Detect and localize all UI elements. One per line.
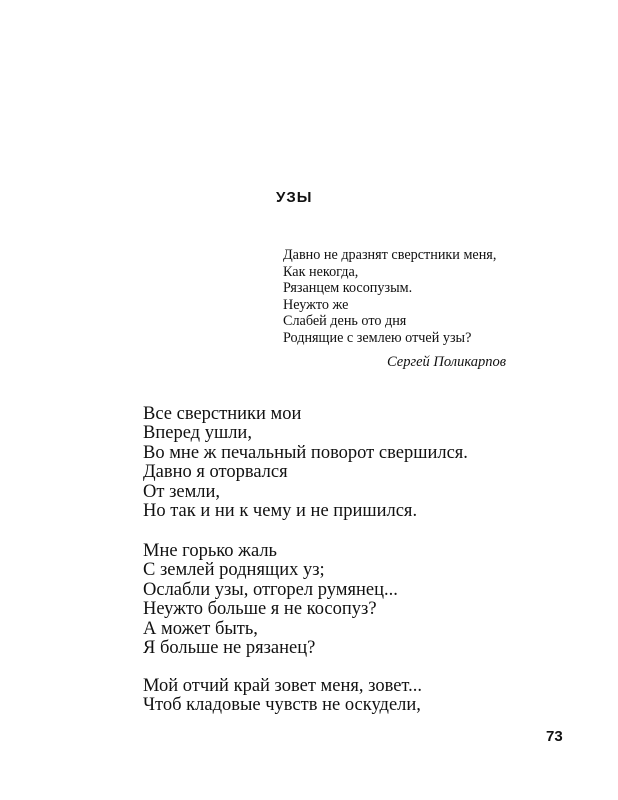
- verse-line: Я больше не рязанец?: [143, 638, 316, 659]
- stanza-1: [143, 405, 468, 521]
- verse-line: Мой отчий край зовет меня, зовет...: [143, 676, 422, 696]
- epigraph-line: Рязанцем косопузым.: [283, 280, 413, 296]
- stanza-3: [143, 677, 422, 716]
- verse-line: Неужто больше я не косопуз?: [143, 599, 377, 620]
- verse-line: Но так и ни к чему и не пришился.: [143, 501, 418, 522]
- page-number: 73: [546, 728, 563, 745]
- verse-line: От земли,: [143, 481, 221, 502]
- epigraph-line: Слабей день ото дня: [283, 313, 407, 329]
- epigraph-author: Сергей Поликарпов: [387, 354, 507, 370]
- verse-line: Мне горько жаль: [143, 541, 277, 561]
- verse-line: Все сверстники мои: [143, 404, 302, 424]
- epigraph-line: Неужто же: [283, 296, 349, 313]
- verse-line: Чтоб кладовые чувств не оскудели,: [143, 695, 421, 716]
- verse-line: А может быть,: [143, 618, 258, 639]
- verse-line: Давно я оторвался: [143, 462, 288, 483]
- epigraph-line: Роднящие с землею отчей узы?: [283, 329, 472, 346]
- epigraph-line: Давно не дразнят сверстники меня,: [283, 247, 497, 263]
- verse-line: Во мне ж печальный поворот свершился.: [143, 442, 468, 463]
- stanza-2: [143, 542, 398, 658]
- verse-line: Вперед ушли,: [143, 423, 252, 444]
- epigraph-line: Как некогда,: [283, 263, 359, 280]
- epigraph: [283, 247, 496, 346]
- verse-line: Ослабли узы, отгорел румянец...: [143, 579, 398, 600]
- verse-line: С землей роднящих уз;: [143, 560, 325, 581]
- poem-title: УЗЫ: [276, 189, 313, 206]
